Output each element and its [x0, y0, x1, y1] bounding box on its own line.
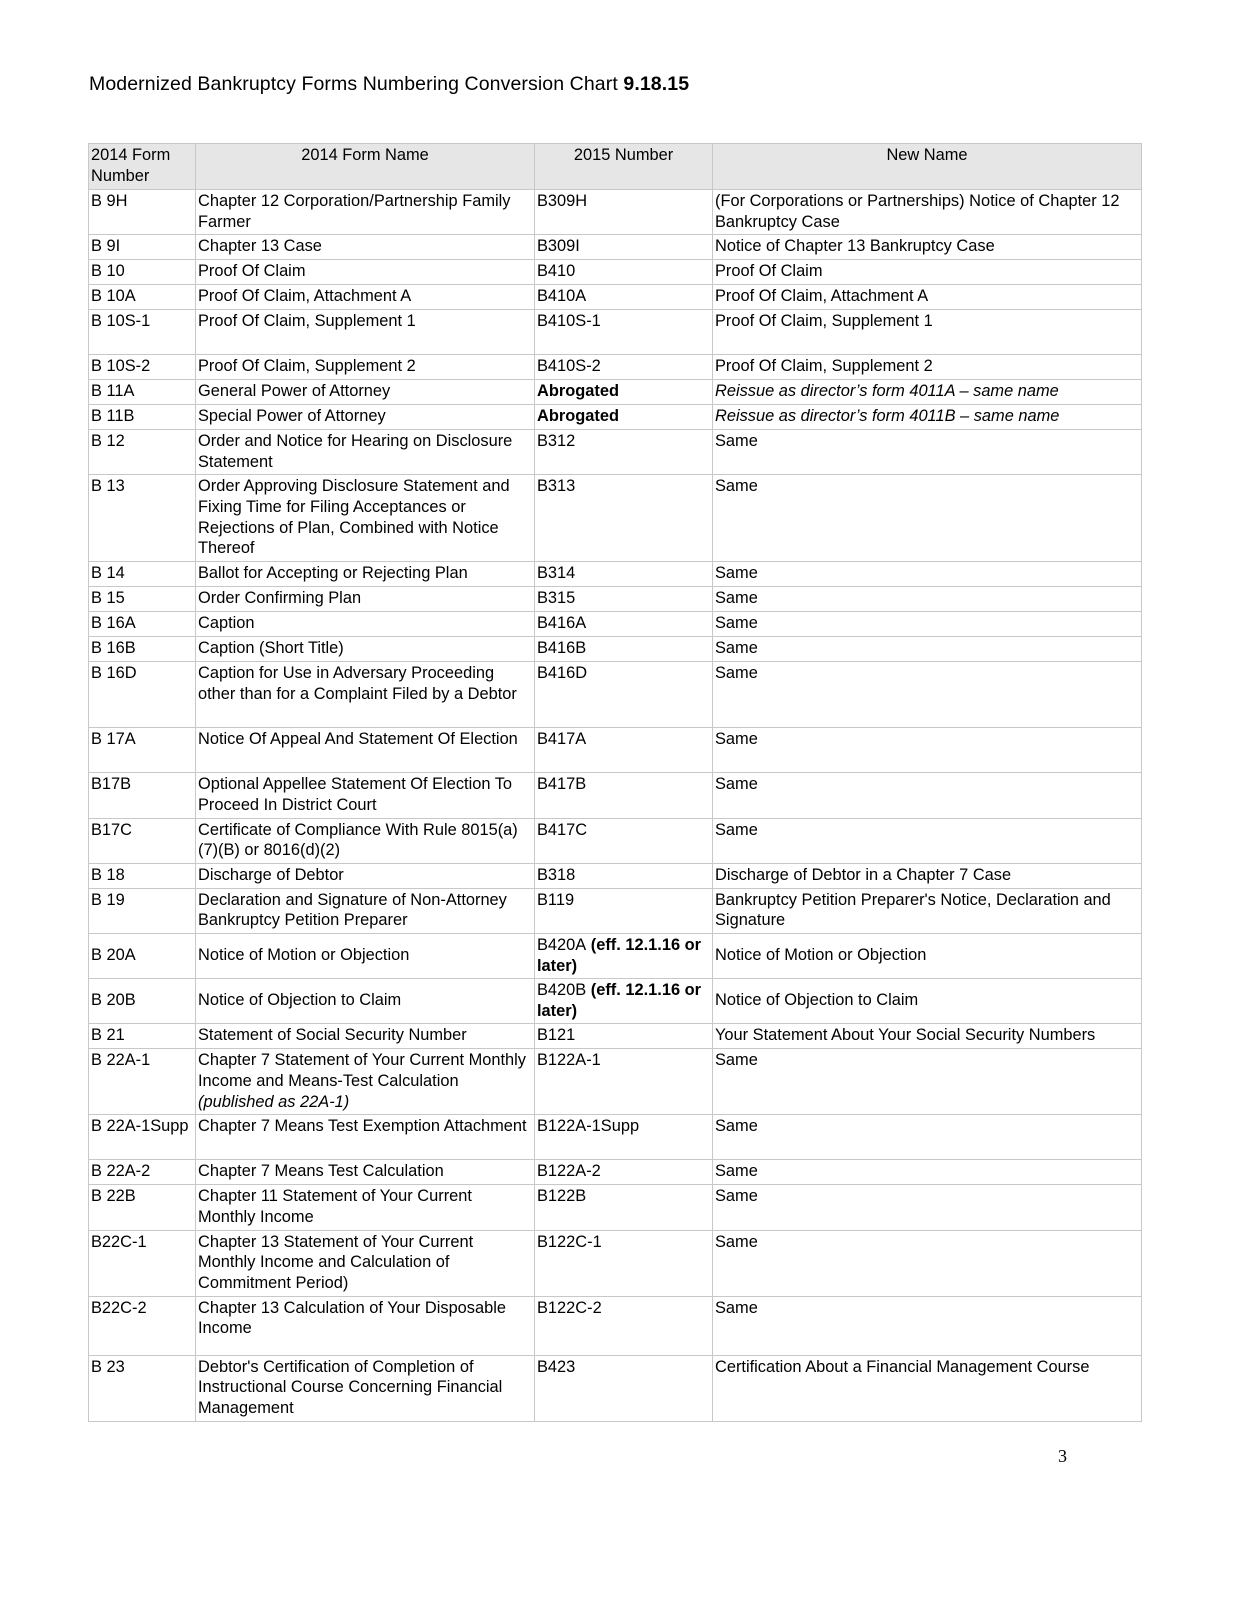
form-number-cell-text: B 9I [91, 237, 121, 256]
new-name-cell [713, 1115, 1142, 1160]
new-name-cell [713, 380, 1142, 405]
form-name-cell-text: Proof Of Claim [198, 262, 306, 281]
new-name-cell [713, 562, 1142, 587]
form-number-cell-text: B 19 [91, 890, 125, 909]
form-name-cell [196, 1024, 535, 1049]
form-number-cell-text: B 16D [91, 664, 137, 683]
new-name-cell-text: Same [715, 639, 758, 658]
new-name-cell-text: Reissue as director’s form 4011A – same name [715, 382, 1059, 401]
table-row [89, 1230, 1142, 1296]
table-row [89, 818, 1142, 863]
new-name-cell-text: Same [715, 1187, 758, 1206]
table-row [89, 235, 1142, 260]
new-name-cell-text: Same [715, 664, 758, 683]
form-number-cell [89, 979, 196, 1024]
form-number-cell [89, 587, 196, 612]
form-number-cell-text: B 10A [91, 287, 136, 306]
form-name-cell [196, 933, 535, 978]
new-name-cell-text: Notice of Chapter 13 Bankruptcy Case [715, 237, 995, 256]
table-row [89, 863, 1142, 888]
new-number-cell [535, 1049, 713, 1115]
new-number-cell-text: B122B [537, 1187, 587, 1206]
new-name-cell [713, 1160, 1142, 1185]
new-number-cell-text: Abrogated [537, 407, 619, 426]
new-name-cell [713, 1296, 1142, 1355]
form-name-cell [196, 863, 535, 888]
table-row [89, 260, 1142, 285]
form-number-cell-text: B 22B [91, 1187, 136, 1206]
page-title [89, 73, 689, 96]
form-name-cell [196, 1296, 535, 1355]
new-name-cell [713, 355, 1142, 380]
new-number-cell [535, 285, 713, 310]
new-number-cell-text: B410S-2 [537, 357, 601, 376]
form-name-cell-text: Ballot for Accepting or Rejecting Plan [198, 564, 468, 583]
new-number-cell [535, 190, 713, 235]
new-number-cell [535, 1296, 713, 1355]
form-number-cell-text: B22C-2 [91, 1298, 147, 1317]
new-number-cell-text: B410 [537, 262, 576, 281]
form-number-cell-text: B 22A-1Supp [91, 1117, 189, 1136]
table-row [89, 405, 1142, 430]
form-number-cell [89, 562, 196, 587]
new-name-cell [713, 1024, 1142, 1049]
new-name-cell [713, 818, 1142, 863]
form-name-cell [196, 818, 535, 863]
form-number-cell [89, 863, 196, 888]
header-2014-form-number: 2014 Form Number [89, 144, 196, 190]
new-name-cell [713, 1185, 1142, 1230]
table-row [89, 1024, 1142, 1049]
form-name-cell [196, 1115, 535, 1160]
form-number-cell-text: B 21 [91, 1026, 125, 1045]
form-name-cell [196, 773, 535, 818]
new-name-cell [713, 612, 1142, 637]
new-name-cell [713, 637, 1142, 662]
form-number-cell-text: B 15 [91, 589, 125, 608]
new-name-cell-text: Bankruptcy Petition Preparer's Notice, Declaration and Signature [715, 890, 1111, 930]
form-number-cell-text: B 10 [91, 262, 125, 281]
table-row [89, 190, 1142, 235]
new-name-cell-text: (For Corporations or Partnerships) Notice of Chapter 12 Bankruptcy Case [715, 192, 1120, 231]
form-name-cell [196, 637, 535, 662]
form-name-cell [196, 475, 535, 562]
conversion-table [88, 143, 1142, 1422]
new-name-cell-text: Same [715, 1117, 758, 1136]
form-number-cell-text: B 10S-2 [91, 357, 151, 376]
new-number-cell-text: B420B [537, 981, 587, 1000]
new-number-cell [535, 1160, 713, 1185]
table-row [89, 475, 1142, 562]
form-number-cell [89, 1355, 196, 1421]
form-name-cell-text: Caption [198, 614, 255, 633]
effective-date-note: (eff. 12.1.16 or later) [537, 981, 702, 1020]
new-name-cell [713, 475, 1142, 562]
form-number-cell [89, 728, 196, 773]
form-number-cell [89, 662, 196, 728]
new-name-cell-text: Same [715, 1232, 758, 1251]
table-row [89, 285, 1142, 310]
title-text: Modernized Bankruptcy Forms Numbering Conversion Chart [89, 73, 624, 95]
new-number-cell [535, 728, 713, 773]
new-number-cell-text: B122A-1Supp [537, 1117, 640, 1136]
new-name-cell-text: Proof Of Claim [715, 262, 823, 281]
new-name-cell-text: Same [715, 589, 758, 608]
new-number-cell [535, 235, 713, 260]
form-name-cell-text: Debtor's Certification of Completion of Instructional Course Concerning Financial Management [198, 1357, 503, 1417]
table-row [89, 979, 1142, 1024]
new-number-cell-text: Abrogated [537, 382, 619, 401]
new-name-cell [713, 587, 1142, 612]
form-number-cell [89, 1296, 196, 1355]
form-number-cell [89, 888, 196, 933]
new-number-cell-text: B122C-2 [537, 1298, 602, 1317]
page-number: 3 [1058, 1446, 1067, 1466]
form-number-cell-text: B 10S-1 [91, 312, 151, 331]
new-name-cell [713, 888, 1142, 933]
form-number-cell [89, 1230, 196, 1296]
form-name-cell-text: Order and Notice for Hearing on Disclosure Statement [198, 432, 513, 471]
form-name-cell-text: Order Approving Disclosure Statement and Fixing Time for Filing Acceptances or Rejections of Plan, Combined with Notice Thereof [198, 477, 510, 558]
new-number-cell [535, 1185, 713, 1230]
new-number-cell-text: B417B [537, 775, 587, 794]
form-number-cell-text: B22C-1 [91, 1232, 147, 1251]
form-name-cell [196, 405, 535, 430]
new-number-cell-text: B416B [537, 639, 587, 658]
form-name-cell-text: Notice of Motion or Objection [198, 946, 410, 965]
form-number-cell [89, 475, 196, 562]
form-name-cell-text: General Power of Attorney [198, 382, 391, 401]
table-row [89, 888, 1142, 933]
form-number-cell-text: B 12 [91, 432, 125, 451]
form-number-cell [89, 1049, 196, 1115]
form-number-cell [89, 773, 196, 818]
new-number-cell-text: B122A-2 [537, 1162, 601, 1181]
new-name-cell-text: Same [715, 614, 758, 633]
form-name-cell [196, 587, 535, 612]
new-name-cell [713, 285, 1142, 310]
new-number-cell [535, 773, 713, 818]
form-name-cell-text: Notice Of Appeal And Statement Of Election [198, 730, 518, 749]
new-name-cell-text: Same [715, 1298, 758, 1317]
new-name-cell [713, 728, 1142, 773]
form-name-note: (published as 22A-1) [198, 1092, 350, 1111]
table-row [89, 637, 1142, 662]
form-name-cell [196, 728, 535, 773]
form-number-cell-text: B 16A [91, 614, 136, 633]
form-name-cell-text: Optional Appellee Statement Of Election To Proceed In District Court [198, 775, 513, 814]
form-number-cell-text: B 22A-2 [91, 1162, 151, 1181]
title-date: 9.18.15 [623, 73, 690, 95]
new-number-cell [535, 612, 713, 637]
form-name-cell [196, 355, 535, 380]
new-number-cell [535, 818, 713, 863]
new-number-cell [535, 587, 713, 612]
form-name-cell-text: Declaration and Signature of Non-Attorney Bankruptcy Petition Preparer [198, 890, 507, 930]
form-number-cell [89, 260, 196, 285]
table-row [89, 310, 1142, 355]
form-number-cell-text: B 17A [91, 730, 136, 749]
header-row [89, 144, 1142, 190]
new-number-cell-text: B410S-1 [537, 312, 601, 331]
form-name-cell-text: Chapter 13 Statement of Your Current Monthly Income and Calculation of Commitment Period) [198, 1232, 474, 1292]
new-number-cell-text: B416A [537, 614, 587, 633]
form-name-cell [196, 260, 535, 285]
new-number-cell [535, 430, 713, 475]
form-name-cell-text: Chapter 11 Statement of Your Current Monthly Income [198, 1187, 472, 1226]
new-name-cell-text: Proof Of Claim, Attachment A [715, 287, 929, 306]
new-number-cell [535, 1115, 713, 1160]
form-name-cell-text: Order Confirming Plan [198, 589, 362, 608]
new-number-cell [535, 355, 713, 380]
form-name-cell-text: Chapter 7 Statement of Your Current Monthly Income and Means-Test Calculation [198, 1051, 526, 1090]
form-number-cell [89, 1024, 196, 1049]
form-number-cell-text: B 14 [91, 564, 125, 583]
effective-date-note: (eff. 12.1.16 or later) [537, 935, 702, 975]
form-name-cell-text: Chapter 13 Case [198, 237, 322, 256]
new-name-cell-text: Same [715, 1051, 758, 1070]
new-name-cell [713, 773, 1142, 818]
new-name-cell-text: Discharge of Debtor in a Chapter 7 Case [715, 865, 1012, 884]
new-name-cell [713, 430, 1142, 475]
table-row [89, 1296, 1142, 1355]
form-name-cell-text: Proof Of Claim, Supplement 2 [198, 357, 416, 376]
form-name-cell [196, 662, 535, 728]
table-row [89, 1049, 1142, 1115]
form-number-cell [89, 190, 196, 235]
form-name-cell [196, 235, 535, 260]
table-row [89, 773, 1142, 818]
form-number-cell-text: B 11A [91, 382, 135, 401]
new-number-cell-text: B119 [537, 890, 575, 909]
form-number-cell [89, 235, 196, 260]
form-name-cell-text: Notice of Objection to Claim [198, 991, 402, 1010]
form-number-cell-text: B 20A [91, 946, 136, 965]
table-row [89, 562, 1142, 587]
form-name-cell [196, 430, 535, 475]
new-name-cell-text: Same [715, 564, 758, 583]
table-row [89, 1355, 1142, 1421]
new-name-cell-text: Same [715, 432, 758, 451]
new-name-cell [713, 1355, 1142, 1421]
form-name-cell [196, 310, 535, 355]
new-number-cell [535, 888, 713, 933]
new-number-cell [535, 637, 713, 662]
form-name-cell-text: Caption (Short Title) [198, 639, 344, 658]
table-row [89, 1160, 1142, 1185]
header-2014-form-name: 2014 Form Name [196, 144, 535, 190]
new-number-cell [535, 662, 713, 728]
new-number-cell-text: B416D [537, 664, 588, 683]
form-name-cell [196, 1049, 535, 1115]
table-row [89, 380, 1142, 405]
new-name-cell-text: Certification About a Financial Management Course [715, 1357, 1090, 1376]
form-number-cell [89, 285, 196, 310]
new-number-cell [535, 1355, 713, 1421]
form-number-cell-text: B 16B [91, 639, 136, 658]
new-name-cell [713, 405, 1142, 430]
form-name-cell [196, 1185, 535, 1230]
form-number-cell [89, 933, 196, 978]
new-number-cell-text: B314 [537, 564, 576, 583]
table-row [89, 355, 1142, 380]
new-number-cell-text: B312 [537, 432, 576, 451]
new-name-cell [713, 235, 1142, 260]
form-name-cell [196, 888, 535, 933]
form-number-cell-text: B 9H [91, 192, 128, 210]
table-row [89, 1185, 1142, 1230]
new-name-cell-text: Proof Of Claim, Supplement 1 [715, 312, 933, 331]
form-name-cell [196, 1230, 535, 1296]
form-name-cell-text: Special Power of Attorney [198, 407, 386, 426]
form-number-cell [89, 355, 196, 380]
new-name-cell-text: Your Statement About Your Social Security Numbers [715, 1026, 1096, 1045]
new-number-cell [535, 310, 713, 355]
form-number-cell-text: B 18 [91, 865, 125, 884]
new-number-cell-text: B309I [537, 237, 580, 256]
new-number-cell-text: B318 [537, 865, 576, 884]
form-number-cell [89, 612, 196, 637]
new-name-cell-text: Reissue as director’s form 4011B – same name [715, 407, 1060, 426]
new-name-cell-text: Same [715, 477, 758, 496]
new-name-cell [713, 1230, 1142, 1296]
table-row [89, 430, 1142, 475]
form-name-cell-text: Chapter 7 Means Test Exemption Attachment [198, 1117, 527, 1136]
new-number-cell-text: B420A [537, 935, 587, 954]
new-number-cell-text: B121 [537, 1026, 576, 1045]
new-name-cell-text: Notice of Motion or Objection [715, 946, 927, 965]
form-name-cell-text: Chapter 13 Calculation of Your Disposable Income [198, 1298, 506, 1338]
new-name-cell-text: Same [715, 820, 758, 839]
new-number-cell-text: B417C [537, 820, 588, 839]
form-name-cell-text: Discharge of Debtor [198, 865, 344, 884]
new-name-cell [713, 260, 1142, 285]
form-number-cell [89, 380, 196, 405]
table-row [89, 933, 1142, 978]
form-name-cell-text: Chapter 12 Corporation/Partnership Family Farmer [198, 192, 511, 231]
form-name-cell-text: Statement of Social Security Number [198, 1026, 467, 1045]
new-name-cell [713, 662, 1142, 728]
form-number-cell-text: B 11B [91, 407, 135, 426]
new-number-cell-text: B417A [537, 730, 587, 749]
form-number-cell-text: B 13 [91, 477, 125, 496]
new-name-cell-text: Same [715, 775, 758, 794]
form-number-cell-text: B17C [91, 820, 133, 839]
new-name-cell-text: Notice of Objection to Claim [715, 991, 919, 1010]
new-name-cell-text: Proof Of Claim, Supplement 2 [715, 357, 933, 376]
form-name-cell-text: Certificate of Compliance With Rule 8015(a)(7)(B) or 8016(d)(2) [198, 820, 518, 860]
form-name-cell [196, 612, 535, 637]
form-name-cell [196, 285, 535, 310]
new-number-cell-text: B315 [537, 589, 576, 608]
new-name-cell-text: Same [715, 1162, 758, 1181]
new-name-cell [713, 310, 1142, 355]
form-name-cell-text: Chapter 7 Means Test Calculation [198, 1162, 444, 1181]
header-2015-number: 2015 Number [535, 144, 713, 190]
form-number-cell [89, 310, 196, 355]
form-name-cell-text: Proof Of Claim, Supplement 1 [198, 312, 416, 331]
form-name-cell [196, 1355, 535, 1421]
form-number-cell [89, 1115, 196, 1160]
new-number-cell [535, 380, 713, 405]
new-number-cell-text: B313 [537, 477, 576, 496]
form-number-cell [89, 818, 196, 863]
new-number-cell-text: B410A [537, 287, 587, 306]
table-row [89, 1115, 1142, 1160]
new-name-cell [713, 190, 1142, 235]
table-row [89, 728, 1142, 773]
table-row [89, 662, 1142, 728]
new-number-cell-text: B122A-1 [537, 1051, 601, 1070]
new-number-cell [535, 1230, 713, 1296]
form-number-cell [89, 637, 196, 662]
form-name-cell [196, 979, 535, 1024]
form-number-cell [89, 430, 196, 475]
form-number-cell [89, 1160, 196, 1185]
new-name-cell-text: Same [715, 730, 758, 749]
table-row [89, 587, 1142, 612]
new-name-cell [713, 933, 1142, 978]
form-number-cell-text: B 22A-1 [91, 1051, 151, 1070]
form-number-cell [89, 1185, 196, 1230]
new-number-cell [535, 475, 713, 562]
form-name-cell [196, 380, 535, 405]
new-number-cell [535, 979, 713, 1024]
form-number-cell-text: B 23 [91, 1357, 125, 1376]
header-new-name: New Name [713, 144, 1142, 190]
form-number-cell-text: B 20B [91, 991, 136, 1010]
new-number-cell [535, 260, 713, 285]
new-number-cell [535, 562, 713, 587]
table-row [89, 612, 1142, 637]
new-number-cell-text: B309H [537, 192, 588, 210]
new-name-cell [713, 1049, 1142, 1115]
new-number-cell-text: B122C-1 [537, 1232, 602, 1251]
new-number-cell [535, 863, 713, 888]
form-name-cell-text: Caption for Use in Adversary Proceeding other than for a Complaint Filed by a Debtor [198, 664, 517, 703]
new-number-cell [535, 933, 713, 978]
form-name-cell-text: Proof Of Claim, Attachment A [198, 287, 412, 306]
new-number-cell-text: B423 [537, 1357, 576, 1376]
form-name-cell [196, 562, 535, 587]
new-number-cell [535, 405, 713, 430]
form-number-cell-text: B17B [91, 775, 132, 794]
form-number-cell [89, 405, 196, 430]
new-name-cell [713, 979, 1142, 1024]
new-number-cell [535, 1024, 713, 1049]
form-name-cell [196, 1160, 535, 1185]
form-name-cell [196, 190, 535, 235]
new-name-cell [713, 863, 1142, 888]
